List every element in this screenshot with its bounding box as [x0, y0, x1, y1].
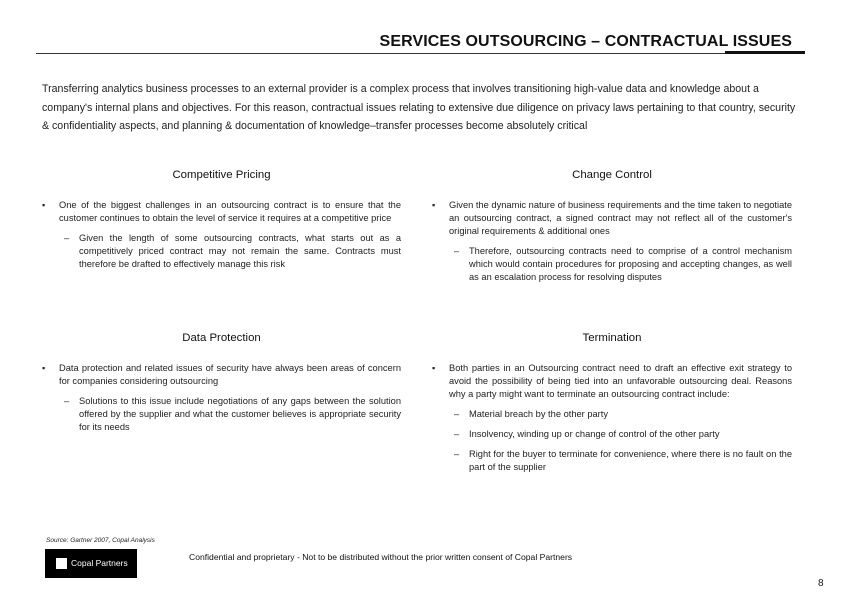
source-note: Source: Gartner 2007, Copal Analysis	[46, 537, 155, 544]
sub-bullet-text: Therefore, outsourcing contracts need to comprise of a control mechanism which would contain procedures for proposing and accepting changes, as well as an escalation process for resolving disputes	[469, 246, 792, 282]
dash-marker: –	[454, 409, 460, 419]
title-underline	[36, 53, 798, 54]
sub-bullet-item	[432, 245, 792, 284]
page-title: SERVICES OUTSOURCING – CONTRACTUAL ISSUES	[379, 33, 792, 50]
dash-marker: –	[64, 233, 70, 243]
sub-bullet-item	[432, 408, 792, 421]
section-title: Competitive Pricing	[172, 169, 271, 181]
sub-bullet-text: Solutions to this issue include negotiations of any gaps between the solution offered by the supplier and what the customer believes is appropriate security for its needs	[79, 396, 401, 432]
dash-marker: –	[454, 449, 460, 459]
sub-bullet-text: Right for the buyer to terminate for convenience, where there is no fault on the part of the supplier	[469, 449, 792, 472]
sub-bullet-item	[42, 395, 401, 434]
bullet-item: ▪ Data protection and related issues of security have always been areas of concern for companies considering outsourcing	[42, 362, 401, 388]
dash-marker: –	[454, 429, 460, 439]
logo-text: Copal Partners	[71, 558, 128, 568]
bullet-item: ▪ Given the dynamic nature of business requirements and the time taken to negotiate an outsourcing contract, a signed contract may not reflect all of the customer's original requirements & additional ones	[432, 199, 792, 238]
section-data-protection	[42, 332, 401, 434]
company-logo	[45, 549, 137, 578]
section-title: Change Control	[572, 169, 652, 181]
sub-bullet-item	[432, 448, 792, 474]
sub-bullet-text: Insolvency, winding up or change of control of the other party	[469, 429, 720, 439]
bullet-item: ▪ Both parties in an Outsourcing contract need to draft an effective exit strategy to avoid the possibility of being tied into an unfavorable outsourcing deal. Reasons why a party might want to terminate an outsourcing contract include:	[432, 362, 792, 401]
sub-bullet-text: Material breach by the other party	[469, 409, 609, 419]
sub-bullet-item	[432, 428, 792, 441]
bullet-item: ▪ One of the biggest challenges in an outsourcing contract is to ensure that the customer continues to obtain the level of service it requires at a competitive price	[42, 199, 401, 225]
section-title: Data Protection	[182, 332, 261, 344]
section-termination	[432, 332, 792, 474]
dash-marker: –	[64, 396, 70, 406]
section-title: Termination	[582, 332, 642, 344]
dash-marker: –	[454, 246, 460, 256]
intro-paragraph: Transferring analytics business processes to an external provider is a complex process that involves transitioning high-value data and knowledge about a company's internal plans and objectives. For this reason, contractual issues relating to extensive due diligence on privacy laws pertaining to that country, security & confidentiality aspects, and planning & documentation of knowledge–transfer processes become absolutely critical	[42, 83, 796, 132]
logo-square-icon	[56, 558, 67, 569]
sub-bullet-item	[42, 232, 401, 271]
confidential-notice: Confidential and proprietary - Not to be distributed without the prior written consent of Copal Partners	[189, 552, 573, 562]
page-number: 8	[818, 578, 824, 589]
section-change-control	[432, 169, 792, 284]
sub-bullet-text: Given the length of some outsourcing contracts, what starts out as a competitively priced contract may not remain the same. Contracts must therefore be drafted to effectively manage this risk	[79, 233, 401, 269]
title-accent-bar	[725, 51, 805, 54]
section-competitive-pricing	[42, 169, 401, 271]
